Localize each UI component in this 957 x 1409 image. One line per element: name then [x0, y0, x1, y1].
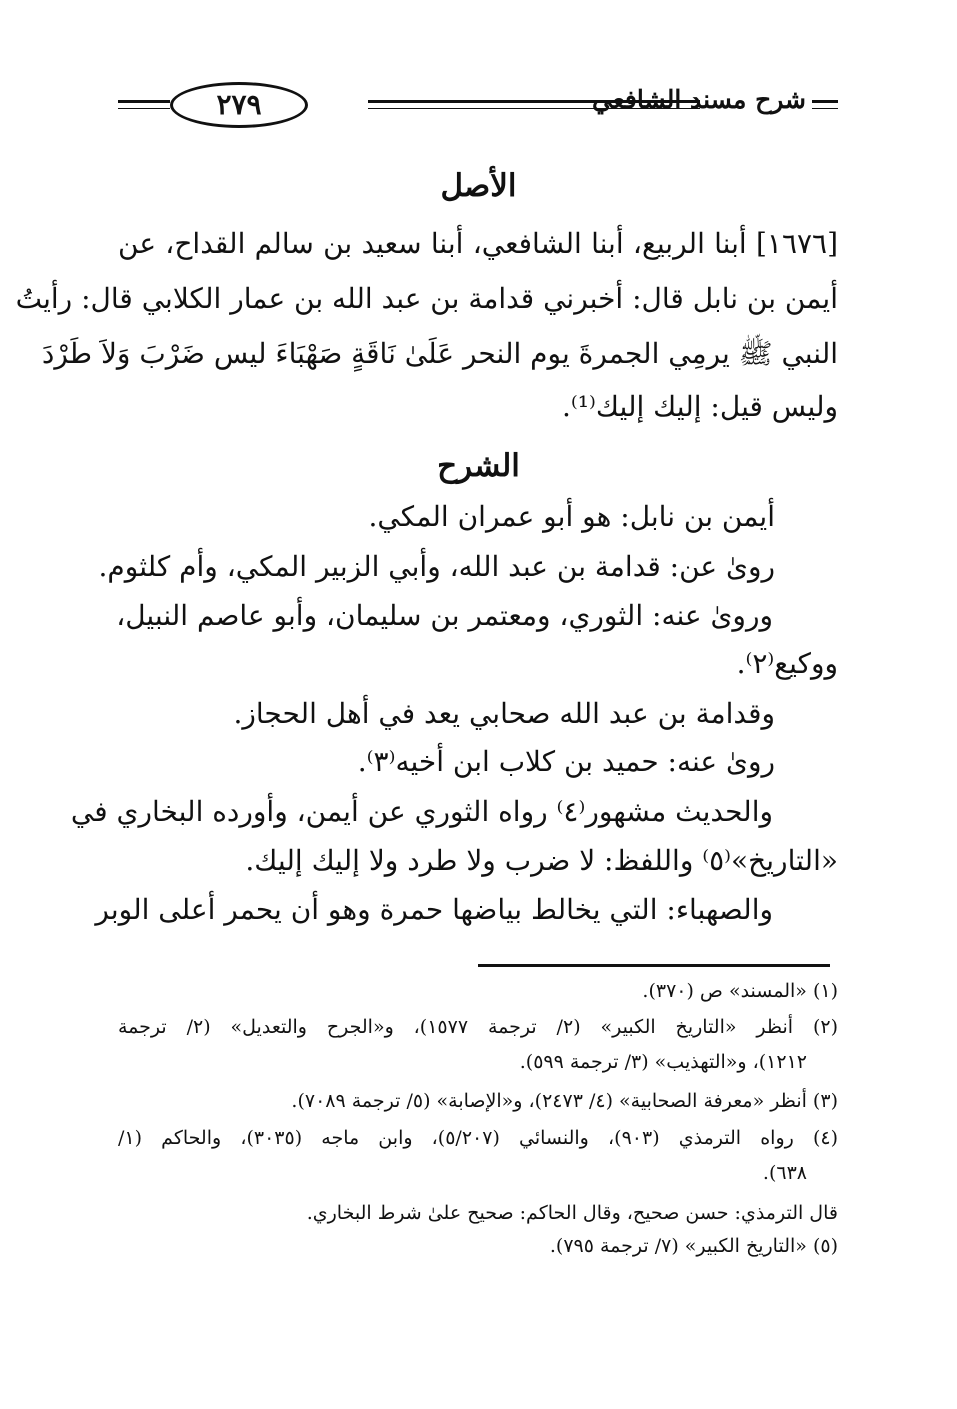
asl-line: النبي ﷺ يرمِي الجمرةَ يوم النحر عَلَىٰ نَاقَةٍ صَهْبَاءَ ليس ضَرْبَ وَلاَ طَرْدَ — [41, 337, 838, 370]
sharh-line: وروىٰ عنه: الثوري، ومعتمر بن سليمان، وأبو عاصم النبيل، — [116, 599, 773, 632]
footnote-line: قال الترمذي: حسن صحيح، وقال الحاكم: صحيح علىٰ شرط البخاري. — [306, 1202, 838, 1224]
asl-line: [١٦٧٦] أبنا الربيع، أبنا الشافعي، أبنا سعيد بن سالم القداح، عن — [118, 227, 838, 260]
footnote-line: (٢) أنظر «التاريخ الكبير» (٢/ ترجمة ١٥٧٧)، و«الجرح والتعديل» (٢/ ترجمة — [118, 1016, 839, 1038]
sharh-line: والصهباء: التي يخالط بياضها حمرة وهو أن يحمر أعلى الوبر — [95, 893, 773, 926]
sharh-heading: الشرح — [437, 448, 520, 484]
header-rule-right — [812, 100, 838, 109]
footnote-line: ٦٣٨). — [762, 1162, 807, 1184]
book-title: شرح مسند الشافعي — [592, 85, 806, 114]
page-number: ٢٧٩ — [216, 88, 262, 121]
asl-heading: الأصل — [440, 168, 517, 204]
sharh-line: روىٰ عن: قدامة بن عبد الله، وأبي الزبير المكي، وأم كلثوم. — [98, 550, 775, 583]
sharh-line: وقدامة بن عبد الله صحابي يعد في أهل الحجاز. — [233, 697, 775, 730]
sharh-line: «التاريخ»⁽٥⁾ واللفظ: لا ضرب ولا طرد ولا إليك إليك. — [245, 844, 838, 877]
footnote-line: ١٢١٢)، و«التهذيب» (٣/ ترجمة ٥٩٩). — [519, 1051, 807, 1073]
sharh-line: ووكيع⁽٢⁾. — [736, 647, 838, 680]
footnote-line: (٤) رواه الترمذي (٩٠٣)، والنسائي (٥/٢٠٧)، وابن ماجه (٣٠٣٥)، والحاكم (١/ — [118, 1127, 838, 1149]
sharh-line: والحديث مشهور⁽٤⁾ رواه الثوري عن أيمن، وأورده البخاري في — [70, 795, 773, 828]
page-number-oval — [170, 82, 308, 128]
running-header — [118, 80, 838, 130]
asl-line: أيمن بن نابل قال: أخبرني قدامة بن عبد الله بن عمار الكلابي قال: رأيتُ — [15, 282, 838, 315]
asl-line: وليس قيل: إليك إليك⁽¹⁾. — [562, 390, 838, 423]
footnote-separator — [478, 964, 830, 967]
header-rule-left — [118, 100, 170, 109]
footnote-line: (١) «المسند» ص (٣٧٠). — [642, 980, 838, 1002]
sharh-line: أيمن بن نابل: هو أبو عمران المكي. — [368, 500, 775, 533]
sharh-line: روىٰ عنه: حميد بن كلاب ابن أخيه⁽٣⁾. — [357, 745, 775, 778]
footnote-line: (٣) أنظر «معرفة الصحابية» (٤/ ٢٤٧٣)، و«الإصابة» (٥/ ترجمة ٧٠٨٩). — [291, 1090, 838, 1112]
footnote-line: (٥) «التاريخ الكبير» (٧/ ترجمة ٧٩٥). — [549, 1235, 838, 1257]
